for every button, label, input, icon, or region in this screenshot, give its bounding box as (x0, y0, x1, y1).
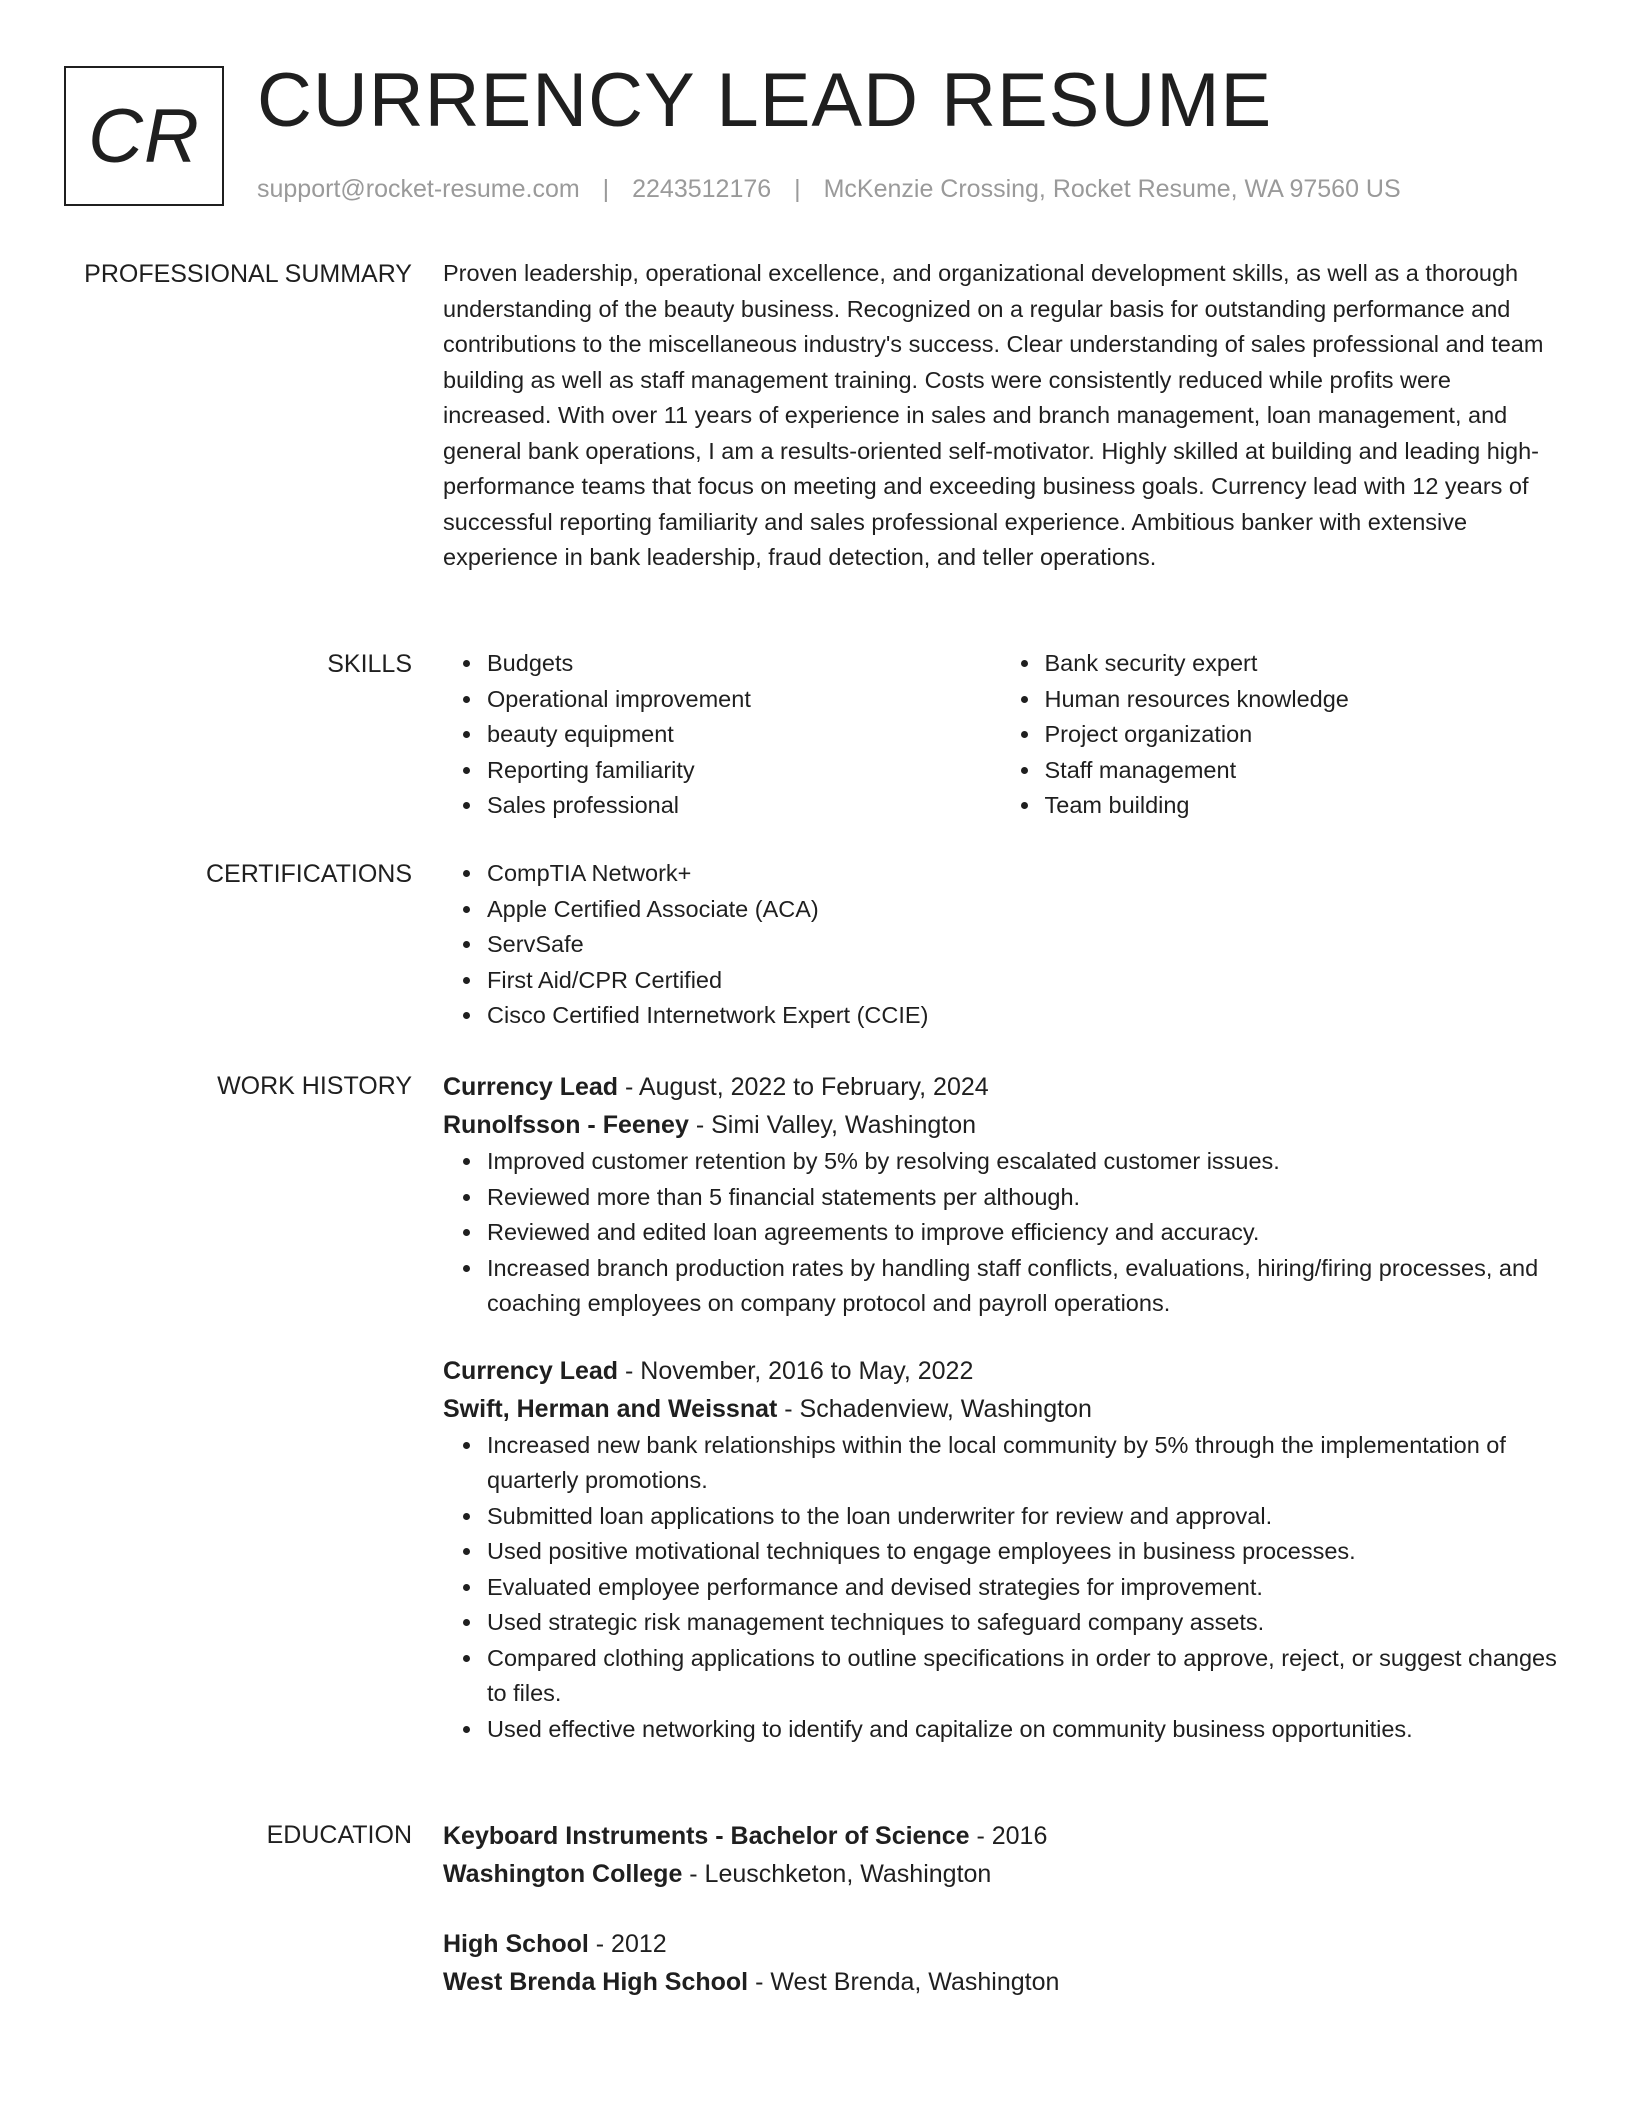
education-degree: High School (443, 1930, 589, 1958)
job-title-line (443, 1352, 1558, 1390)
skill-item: Budgets (487, 646, 1001, 682)
education-school: West Brenda High School (443, 1968, 749, 1996)
education-entry (443, 1925, 1558, 2001)
certification-item: CompTIA Network+ (487, 856, 1558, 892)
job-duties-list (443, 1144, 1558, 1322)
education-location: - West Brenda, Washington (748, 1968, 1060, 1996)
summary-heading: PROFESSIONAL SUMMARY (84, 260, 412, 288)
monogram-badge (64, 66, 224, 206)
education-year: - 2012 (588, 1930, 667, 1958)
work-history-heading: WORK HISTORY (217, 1072, 412, 1100)
skill-item: Reporting familiarity (487, 753, 1001, 789)
skills-list-left (443, 646, 1001, 824)
job-entry (443, 1068, 1558, 1322)
certifications-heading: CERTIFICATIONS (205, 860, 412, 888)
job-duty: Increased new bank relationships within the local community by 5% through the implementation of quarterly promotions. (487, 1428, 1558, 1499)
job-duty: Used positive motivational techniques to engage employees in business processes. (487, 1534, 1558, 1570)
education-location: - Leuschketon, Washington (682, 1860, 992, 1888)
summary-text: Proven leadership, operational excellence, and organizational development skills, as well as a thorough understanding of the beauty business. Recognized on a regular basis for outstanding performance and contributions to the miscellaneous industry's success. Clear understanding of sales professional and team building as well as staff management training. Costs were consistently reduced while profits were increased. With over 11 years of experience in sales and branch management, loan management, and general bank operations, I am a results-oriented self-motivator. Highly skilled at building and leading high-performance teams that focus on meeting and exceeding business goals. Currency lead with 12 years of successful reporting familiarity and sales professional experience. Ambitious banker with extensive experience in bank leadership, fraud detection, and teller operations. (443, 260, 1544, 570)
job-role: Currency Lead (443, 1073, 619, 1101)
job-location: - Schadenview, Washington (777, 1394, 1092, 1423)
job-duty: Improved customer retention by 5% by resolving escalated customer issues. (487, 1144, 1558, 1180)
education-degree-line (443, 1925, 1558, 1963)
certification-item: First Aid/CPR Certified (487, 963, 1558, 999)
education-year: - 2016 (969, 1822, 1048, 1850)
job-dates: - August, 2022 to February, 2024 (618, 1073, 989, 1101)
monogram-initials: CR (88, 93, 200, 179)
education-degree-line (443, 1817, 1558, 1855)
certification-item: Cisco Certified Internetwork Expert (CCIE) (487, 998, 1558, 1034)
skills-columns (443, 646, 1558, 824)
work-history-body (443, 1068, 1558, 1747)
skill-item: Project organization (1045, 717, 1559, 753)
job-duty: Used effective networking to identify and capitalize on community business opportunities. (487, 1712, 1558, 1748)
certification-item: ServSafe (487, 927, 1558, 963)
job-duty: Reviewed and edited loan agreements to improve efficiency and accuracy. (487, 1215, 1558, 1251)
education-body (443, 1817, 1558, 2001)
skill-item: Operational improvement (487, 682, 1001, 718)
job-role: Currency Lead (443, 1356, 619, 1385)
job-duty: Reviewed more than 5 financial statements per although. (487, 1180, 1558, 1216)
contact-line (257, 172, 1401, 206)
job-entry (443, 1352, 1558, 1748)
skill-item: Staff management (1045, 753, 1559, 789)
job-duty: Submitted loan applications to the loan underwriter for review and approval. (487, 1499, 1558, 1535)
certifications-list (443, 856, 1558, 1034)
job-company-line (443, 1106, 1558, 1144)
job-company: Runolfsson - Feeney (443, 1111, 689, 1139)
contact-address: McKenzie Crossing, Rocket Resume, WA 97560 US (823, 175, 1401, 203)
job-title-line (443, 1068, 1558, 1106)
job-dates: - November, 2016 to May, 2022 (618, 1356, 974, 1385)
resume-title: CURRENCY LEAD RESUME (257, 58, 1273, 143)
skills-heading: SKILLS (327, 650, 412, 678)
skill-item: Sales professional (487, 788, 1001, 824)
job-duty: Evaluated employee performance and devised strategies for improvement. (487, 1570, 1558, 1606)
education-school-line (443, 1855, 1558, 1893)
summary-body (443, 256, 1558, 576)
contact-email: support@rocket-resume.com (257, 175, 580, 203)
contact-phone: 2243512176 (632, 175, 772, 203)
education-heading: EDUCATION (266, 1821, 412, 1849)
skills-body (443, 646, 1558, 824)
education-school-line (443, 1963, 1558, 2001)
job-duty: Increased branch production rates by handling staff conflicts, evaluations, hiring/firing processes, and coaching employees on company protocol and payroll operations. (487, 1251, 1558, 1322)
skill-item: beauty equipment (487, 717, 1001, 753)
job-company: Swift, Herman and Weissnat (443, 1394, 778, 1423)
education-degree: Keyboard Instruments - Bachelor of Science (443, 1822, 970, 1850)
education-school: Washington College (443, 1860, 683, 1888)
contact-separator: | (602, 175, 610, 203)
certification-item: Apple Certified Associate (ACA) (487, 892, 1558, 928)
job-duties-list (443, 1428, 1558, 1748)
job-duty: Compared clothing applications to outline specifications in order to approve, reject, or suggest changes to files. (487, 1641, 1558, 1712)
job-company-line (443, 1390, 1558, 1428)
skill-item: Bank security expert (1045, 646, 1559, 682)
education-entry (443, 1817, 1558, 1893)
job-location: - Simi Valley, Washington (688, 1111, 977, 1139)
skills-list-right (1001, 646, 1559, 824)
skill-item: Team building (1045, 788, 1559, 824)
contact-separator: | (794, 175, 801, 203)
skill-item: Human resources knowledge (1045, 682, 1559, 718)
job-duty: Used strategic risk management techniques to safeguard company assets. (487, 1605, 1558, 1641)
certifications-body (443, 856, 1558, 1034)
